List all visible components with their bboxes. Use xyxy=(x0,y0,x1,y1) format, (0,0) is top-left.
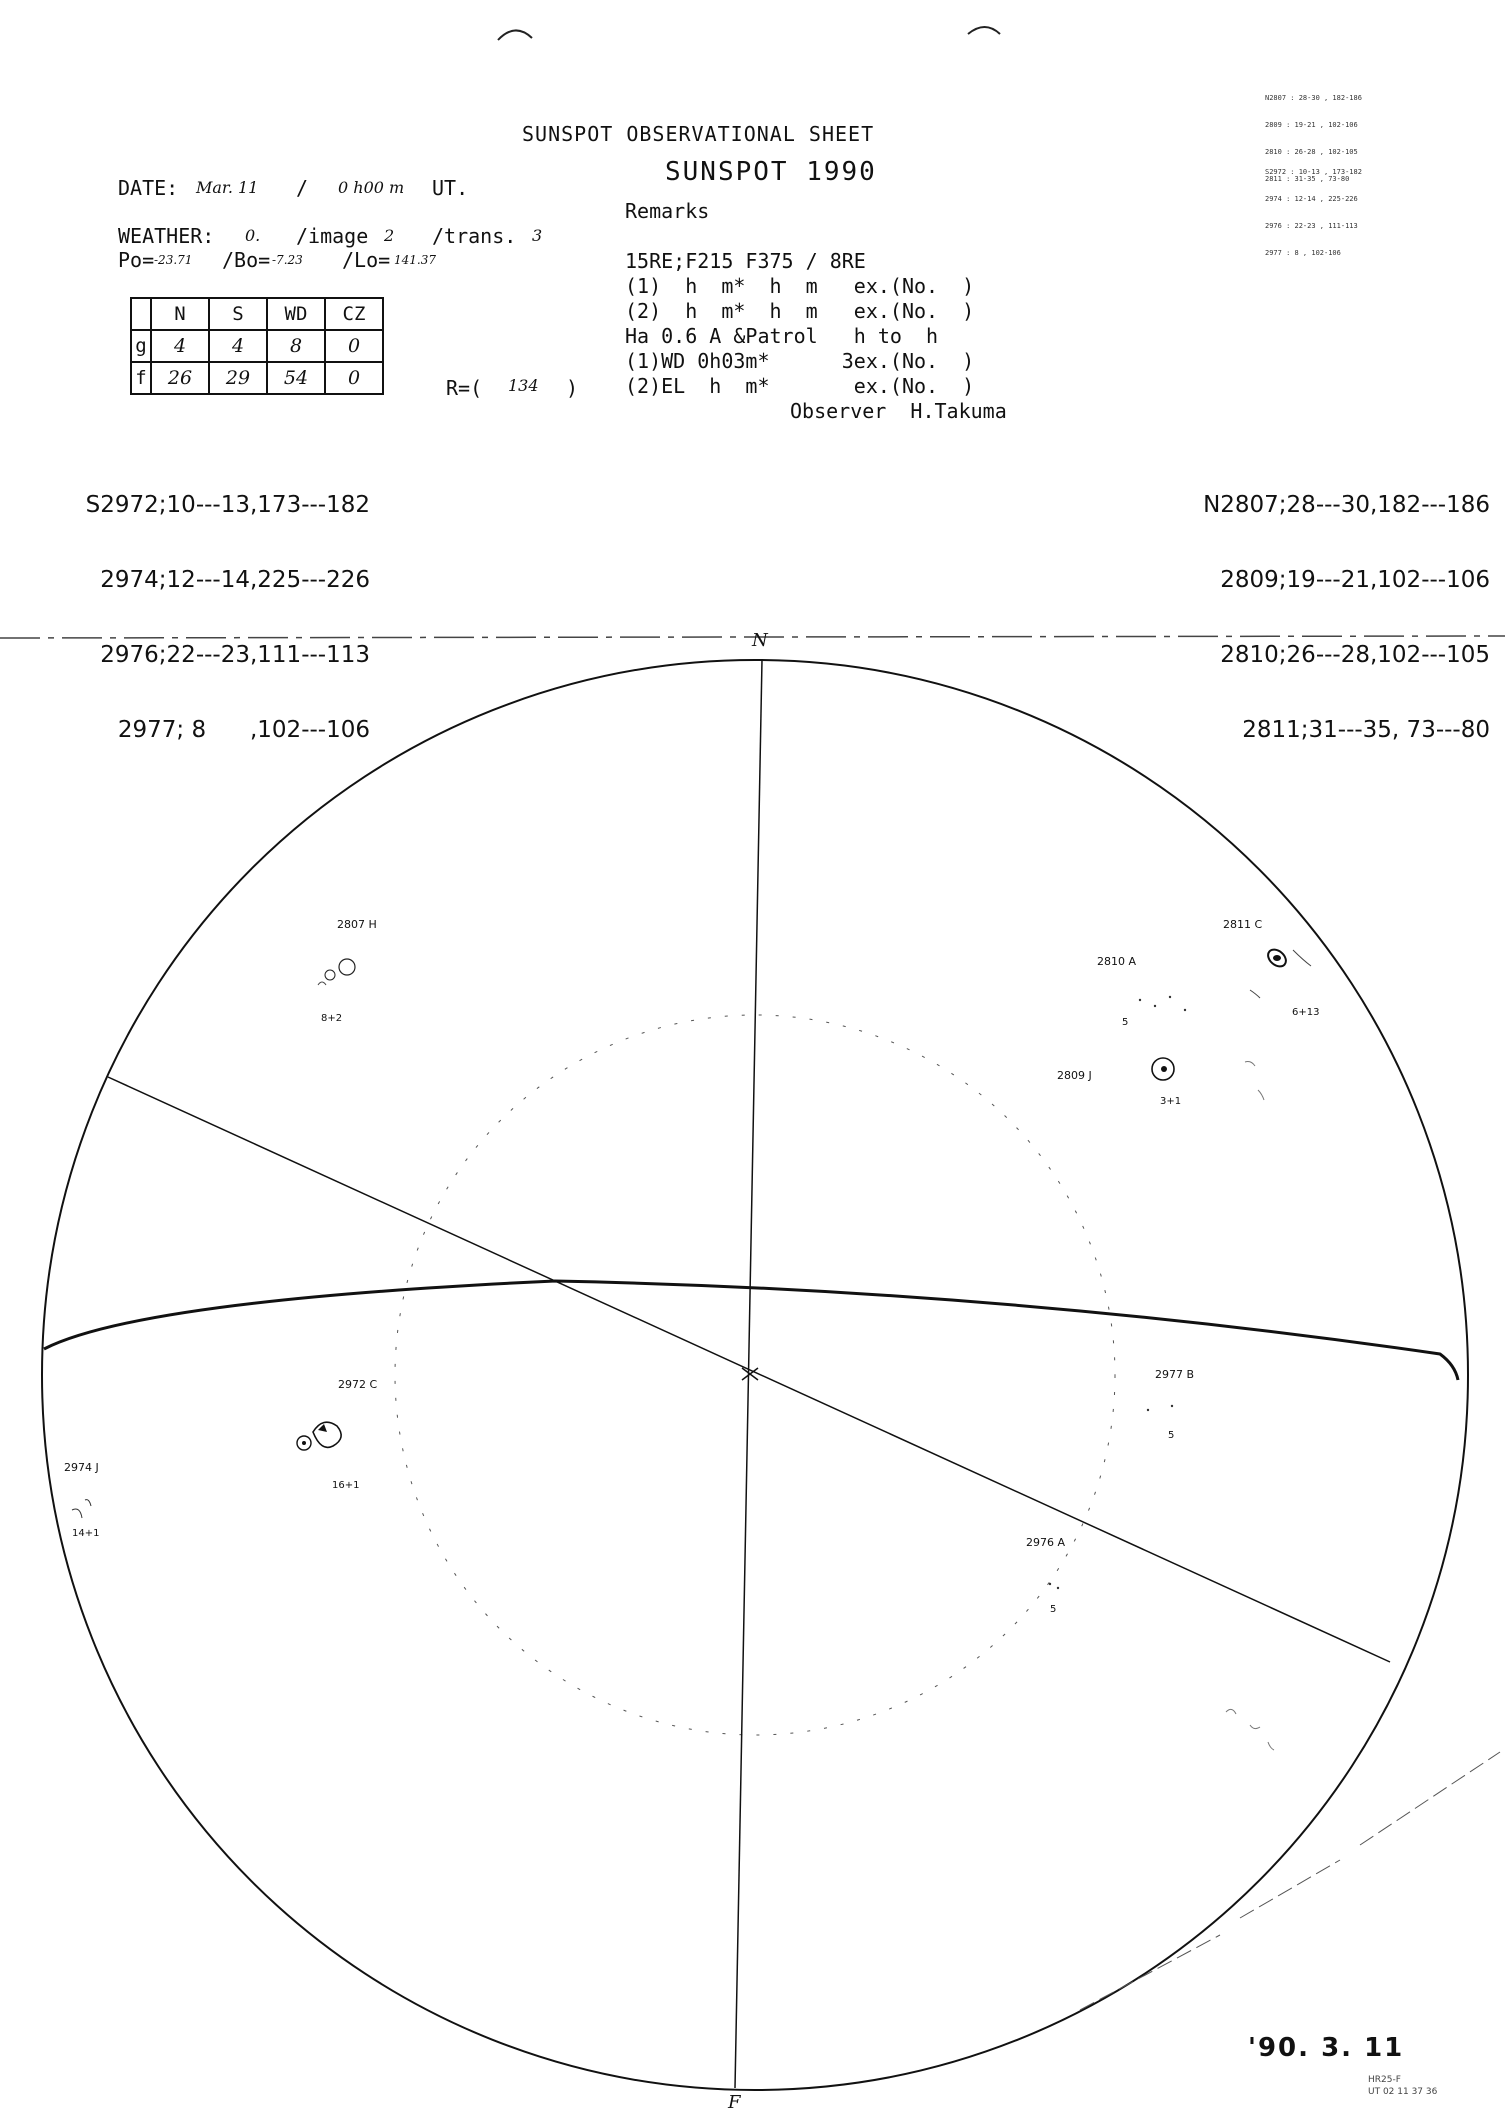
region-entry: 2810;26---28,102---105 xyxy=(1220,642,1490,668)
bo-label: /Bo= xyxy=(222,248,271,272)
counts-cell: 0 xyxy=(325,330,383,362)
counts-header-n: N xyxy=(151,298,209,330)
region-entry: 2811;31---35, 73---80 xyxy=(1242,717,1490,743)
trans-value: 3 xyxy=(532,226,543,245)
spot-count-2809: 3+1 xyxy=(1160,1096,1182,1107)
spot-group-2974 xyxy=(72,1500,91,1518)
spot-group-2977 xyxy=(1147,1405,1173,1411)
counts-cell: 26 xyxy=(151,362,209,394)
south-marker: F xyxy=(728,2092,741,2113)
facula-sketch xyxy=(1245,1062,1264,1101)
spot-count-2977: 5 xyxy=(1168,1430,1175,1441)
remarks-line: (2)EL h m* ex.(No. ) xyxy=(625,374,975,398)
spot-count-2976: 5 xyxy=(1050,1604,1057,1615)
disk-outline xyxy=(42,660,1468,2090)
region-entry: S2972;10---13,173---182 xyxy=(85,492,370,518)
spot-group-2972 xyxy=(297,1422,341,1450)
counts-header-wd: WD xyxy=(267,298,325,330)
spot-group-2810 xyxy=(1139,996,1186,1011)
date-label: DATE: xyxy=(118,176,179,200)
counts-row-label: f xyxy=(131,362,151,394)
region-entry: 2977; 8 ,102---106 xyxy=(117,717,370,743)
counts-header-s: S xyxy=(209,298,267,330)
spot-count-2807: 8+2 xyxy=(321,1013,343,1024)
spot-count-2974: 14+1 xyxy=(72,1528,100,1539)
spot-label-2976: 2976 A xyxy=(1026,1536,1066,1549)
weather-value: 0. xyxy=(245,226,261,245)
north-marker: N xyxy=(752,630,768,651)
image-label: /image xyxy=(296,224,369,248)
guide-line xyxy=(1080,1752,1500,2010)
spot-label-2972: 2972 C xyxy=(338,1378,378,1391)
spot-label-2810: 2810 A xyxy=(1097,955,1137,968)
lo-value: 141.37 xyxy=(394,253,436,267)
tilted-axis xyxy=(108,1077,1390,1662)
spot-group-2976 xyxy=(1049,1583,1059,1589)
spot-count-2972: 16+1 xyxy=(332,1480,360,1491)
sheet-subtitle: SUNSPOT 1990 xyxy=(665,157,877,187)
counts-cell: 4 xyxy=(209,330,267,362)
remarks-line: 15RE;F215 F375 / 8RE xyxy=(625,249,866,273)
equator-curve xyxy=(44,1281,1458,1380)
stamp-subline: HR25-F xyxy=(1368,2075,1401,2085)
time-value: 0 h00 m xyxy=(338,178,405,197)
counts-cell: 0 xyxy=(325,362,383,394)
spot-label-2977: 2977 B xyxy=(1155,1368,1195,1381)
counts-cell: 54 xyxy=(267,362,325,394)
remarks-line: (1)WD 0h03m* 3ex.(No. ) xyxy=(625,349,975,373)
spot-label-2811: 2811 C xyxy=(1223,918,1263,931)
counts-cell: 29 xyxy=(209,362,267,394)
spot-label-2809: 2809 J xyxy=(1057,1069,1092,1082)
spot-group-2807 xyxy=(318,959,355,985)
region-entry: N2807;28---30,182---186 xyxy=(1203,492,1490,518)
counts-cell: 8 xyxy=(267,330,325,362)
spot-label-2807: 2807 H xyxy=(337,918,377,931)
remarks-line: (2) h m* h m ex.(No. ) xyxy=(625,299,975,323)
stamp-subline: UT 02 11 37 36 xyxy=(1368,2087,1438,2097)
region-entry: 2974;12---14,225---226 xyxy=(100,567,370,593)
top-right-notes-north: N2807 : 28-30 , 182-186 2809 : 19-21 , 102-106 2810 : 26-28 , 102-105 2811 : 31-35 , 73-80 xyxy=(1265,94,1362,183)
po-label: Po= xyxy=(118,248,155,272)
remarks-line: (1) h m* h m ex.(No. ) xyxy=(625,274,975,298)
facula-sketch xyxy=(1226,1709,1274,1750)
image-value: 2 xyxy=(384,226,395,245)
date-separator: / xyxy=(296,176,309,200)
top-right-notes-south: S2972 : 10-13 , 173-182 2974 : 12-14 , 225-226 2976 : 22-23 , 111-113 2977 : 8 , 102-106 xyxy=(1265,168,1362,257)
lo-label: /Lo= xyxy=(342,248,391,272)
counts-cell: 4 xyxy=(151,330,209,362)
ut-label: UT. xyxy=(432,176,469,200)
observer-name: Observer H.Takuma xyxy=(790,399,1007,423)
spot-label-2974: 2974 J xyxy=(64,1461,99,1474)
bo-value: -7.23 xyxy=(272,253,303,267)
spot-group-2811 xyxy=(1250,946,1311,998)
trans-label: /trans. xyxy=(432,224,517,248)
region-entry: 2976;22---23,111---113 xyxy=(100,642,370,668)
counts-header-cz: CZ xyxy=(325,298,383,330)
date-stamp: '90. 3. 11 xyxy=(1248,2033,1405,2063)
spot-count-2810: 5 xyxy=(1122,1017,1129,1028)
r-close: ) xyxy=(566,376,579,400)
po-value: -23.71 xyxy=(154,253,193,267)
region-entry: 2809;19---21,102---106 xyxy=(1220,567,1490,593)
remarks-line: Ha 0.6 A &Patrol h to h xyxy=(625,324,939,348)
counts-row-label: g xyxy=(131,330,151,362)
inner-reference-circle xyxy=(395,1015,1115,1735)
binder-hole-mark xyxy=(498,30,532,40)
sheet-title: SUNSPOT OBSERVATIONAL SHEET xyxy=(522,122,875,146)
spot-group-2809 xyxy=(1152,1058,1174,1080)
remarks-label: Remarks xyxy=(625,199,710,223)
r-value: 134 xyxy=(508,376,539,395)
r-label: R=( xyxy=(446,376,483,400)
binder-hole-mark xyxy=(968,27,1000,34)
weather-label: WEATHER: xyxy=(118,224,215,248)
spot-count-2811: 6+13 xyxy=(1292,1007,1320,1018)
date-value: Mar. 11 xyxy=(196,178,259,197)
